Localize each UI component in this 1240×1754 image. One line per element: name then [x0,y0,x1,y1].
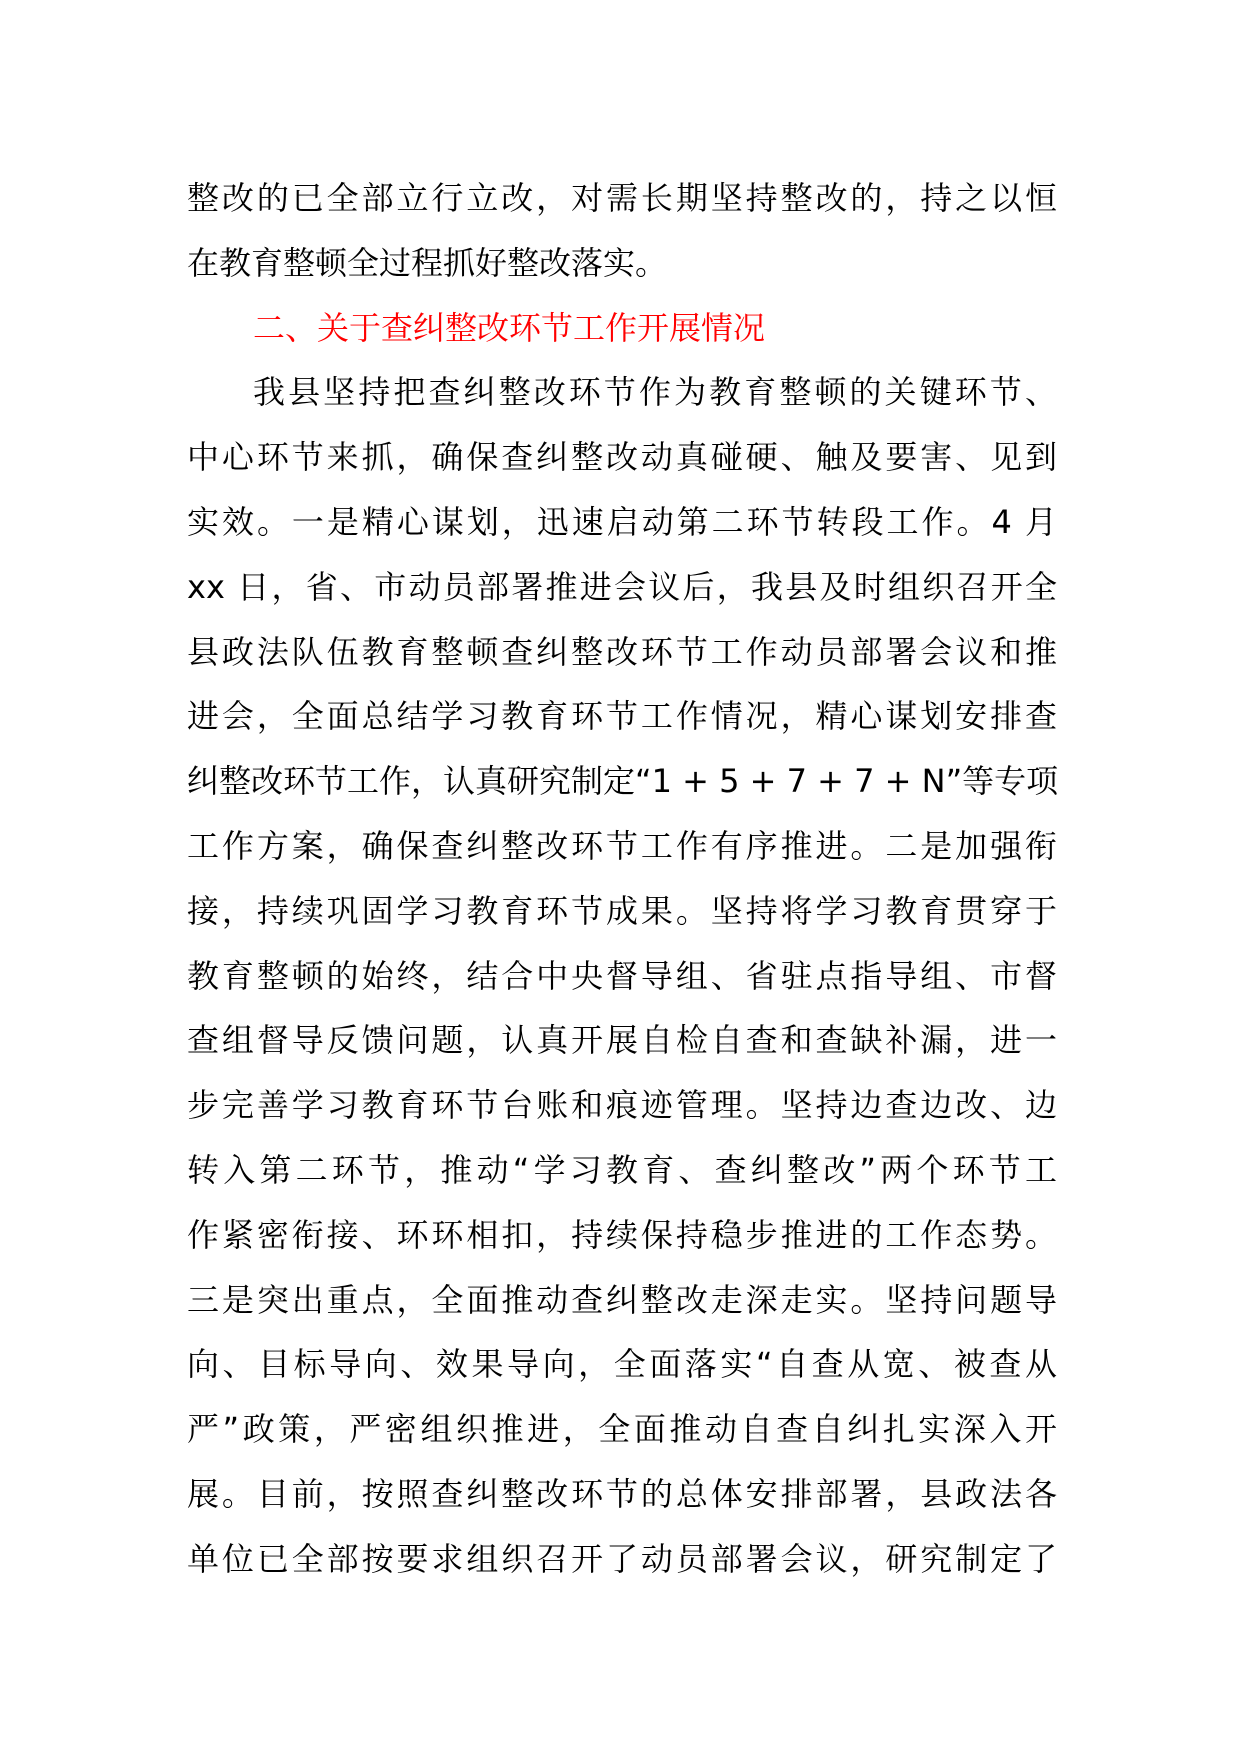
body-line: 步完善学习教育环节台账和痕迹管理。坚持边查边改、边 [187,1086,1057,1125]
body-line: 单位已全部按要求组织召开了动员部署会议，研究制定了 [187,1539,1057,1578]
body-line: 整改的已全部立行立改，对需长期坚持整改的，持之以恒 [187,179,1057,217]
body-line: 转入第二环节，推动“学习教育、查纠整改”两个环节工 [187,1150,1057,1189]
body-line: 展。目前，按照查纠整改环节的总体安排部署，县政法各 [187,1474,1057,1513]
body-line: 三是突出重点，全面推动查纠整改走深走实。坚持问题导 [187,1280,1057,1319]
body-line: 工作方案，确保查纠整改环节工作有序推进。二是加强衔 [187,826,1057,865]
body-line: 县政法队伍教育整顿查纠整改环节工作动员部署会议和推 [187,632,1057,671]
body-line: 查组督导反馈问题，认真开展自检自查和查缺补漏，进一 [187,1021,1057,1060]
body-line: 实效。一是精心谋划，迅速启动第二环节转段工作。4 月 [187,502,1057,541]
body-line: 向、目标导向、效果导向，全面落实“自查从宽、被查从 [187,1345,1057,1384]
body-line: 教育整顿的始终，结合中央督导组、省驻点指导组、市督 [187,956,1057,995]
body-line: xx 日，省、市动员部署推进会议后，我县及时组织召开全 [187,567,1057,606]
paragraph-first-line: 我县坚持把查纠整改环节作为教育整顿的关键环节、 [253,373,1057,412]
body-line: 接，持续巩固学习教育环节成果。坚持将学习教育贯穿于 [187,891,1057,930]
body-line: 在教育整顿全过程抓好整改落实。 [187,243,668,282]
body-line: 纠整改环节工作，认真研究制定“1 + 5 + 7 + 7 + N”等专项 [187,762,1059,801]
body-line: 中心环节来抓，确保查纠整改动真碰硬、触及要害、见到 [187,438,1057,477]
section-heading: 二、关于查纠整改环节工作开展情况 [253,308,766,347]
body-line: 作紧密衔接、环环相扣，持续保持稳步推进的工作态势。 [187,1215,1057,1254]
document-body [187,166,1057,1592]
body-line: 进会，全面总结学习教育环节工作情况，精心谋划安排查 [187,697,1057,736]
body-line: 严”政策，严密组织推进，全面推动自查自纠扎实深入开 [187,1410,1057,1449]
